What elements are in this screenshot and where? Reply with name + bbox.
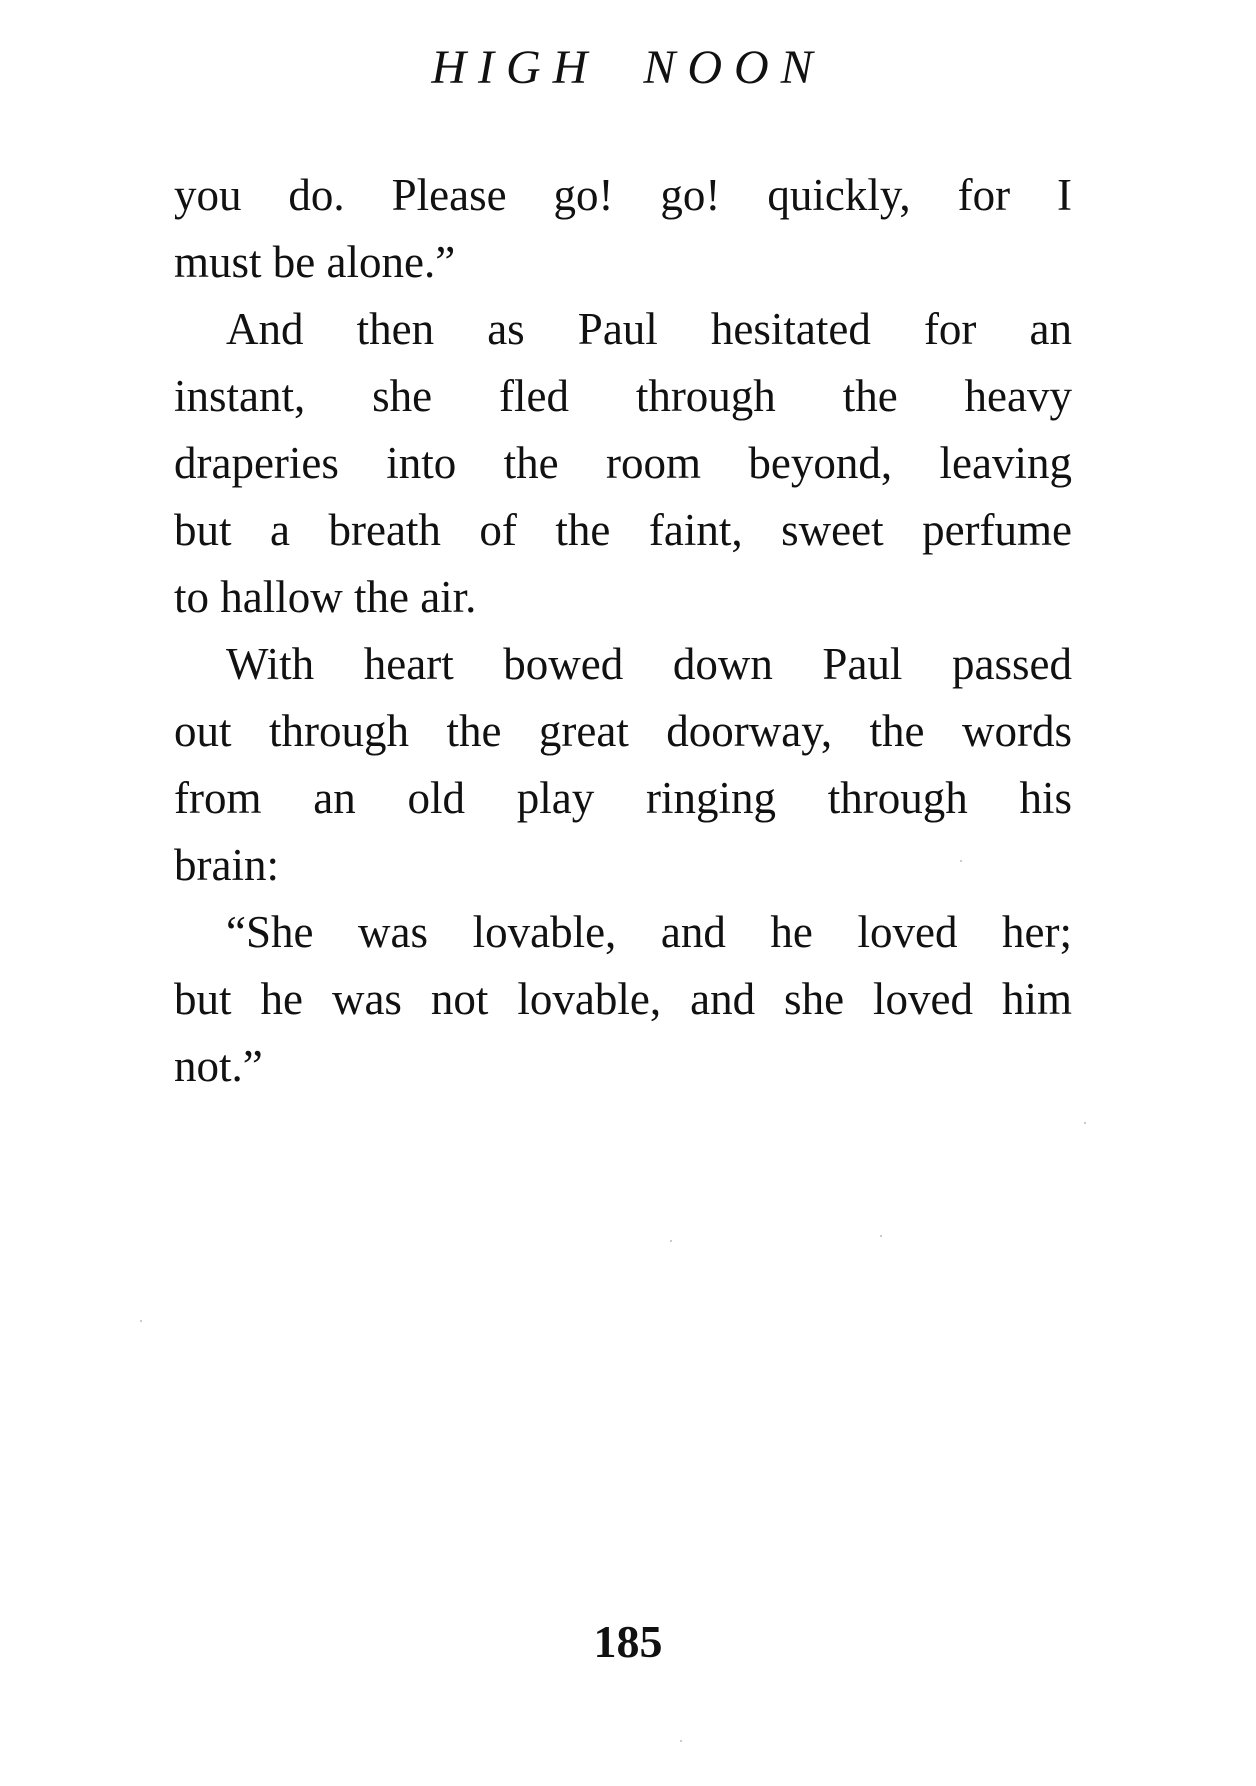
- text-line: not.”: [174, 1041, 263, 1091]
- running-head-word-1: HIGH: [431, 41, 600, 94]
- text-line: but a breath of the faint, sweet perfume: [174, 505, 1072, 555]
- scan-speck: [680, 1740, 682, 1742]
- text-line: but he was not lovable, and she loved him: [174, 974, 1072, 1024]
- page-number: 185: [593, 1616, 663, 1667]
- running-head: [0, 38, 1256, 98]
- scan-speck: [140, 1320, 142, 1322]
- text-line: And then as Paul hesitated for an: [226, 304, 1072, 354]
- text-line: to hallow the air.: [174, 572, 477, 622]
- scan-speck: [1084, 1122, 1086, 1124]
- text-line: brain:: [174, 840, 279, 890]
- text-line: must be alone.”: [174, 237, 456, 287]
- scan-speck: [960, 860, 962, 862]
- text-line: you do. Please go! go! quickly, for I: [174, 170, 1072, 220]
- body-text: [174, 162, 1072, 1100]
- text-line: With heart bowed down Paul passed: [226, 639, 1072, 689]
- text-line: instant, she fled through the heavy: [174, 371, 1072, 421]
- scan-speck: [670, 1240, 672, 1242]
- running-head-word-2: NOON: [643, 41, 825, 94]
- text-line: out through the great doorway, the words: [174, 706, 1072, 756]
- text-line: “She was lovable, and he loved her;: [226, 907, 1072, 957]
- text-line: from an old play ringing through his: [174, 773, 1072, 823]
- scan-speck: [880, 1235, 882, 1237]
- text-line: draperies into the room beyond, leaving: [174, 438, 1072, 488]
